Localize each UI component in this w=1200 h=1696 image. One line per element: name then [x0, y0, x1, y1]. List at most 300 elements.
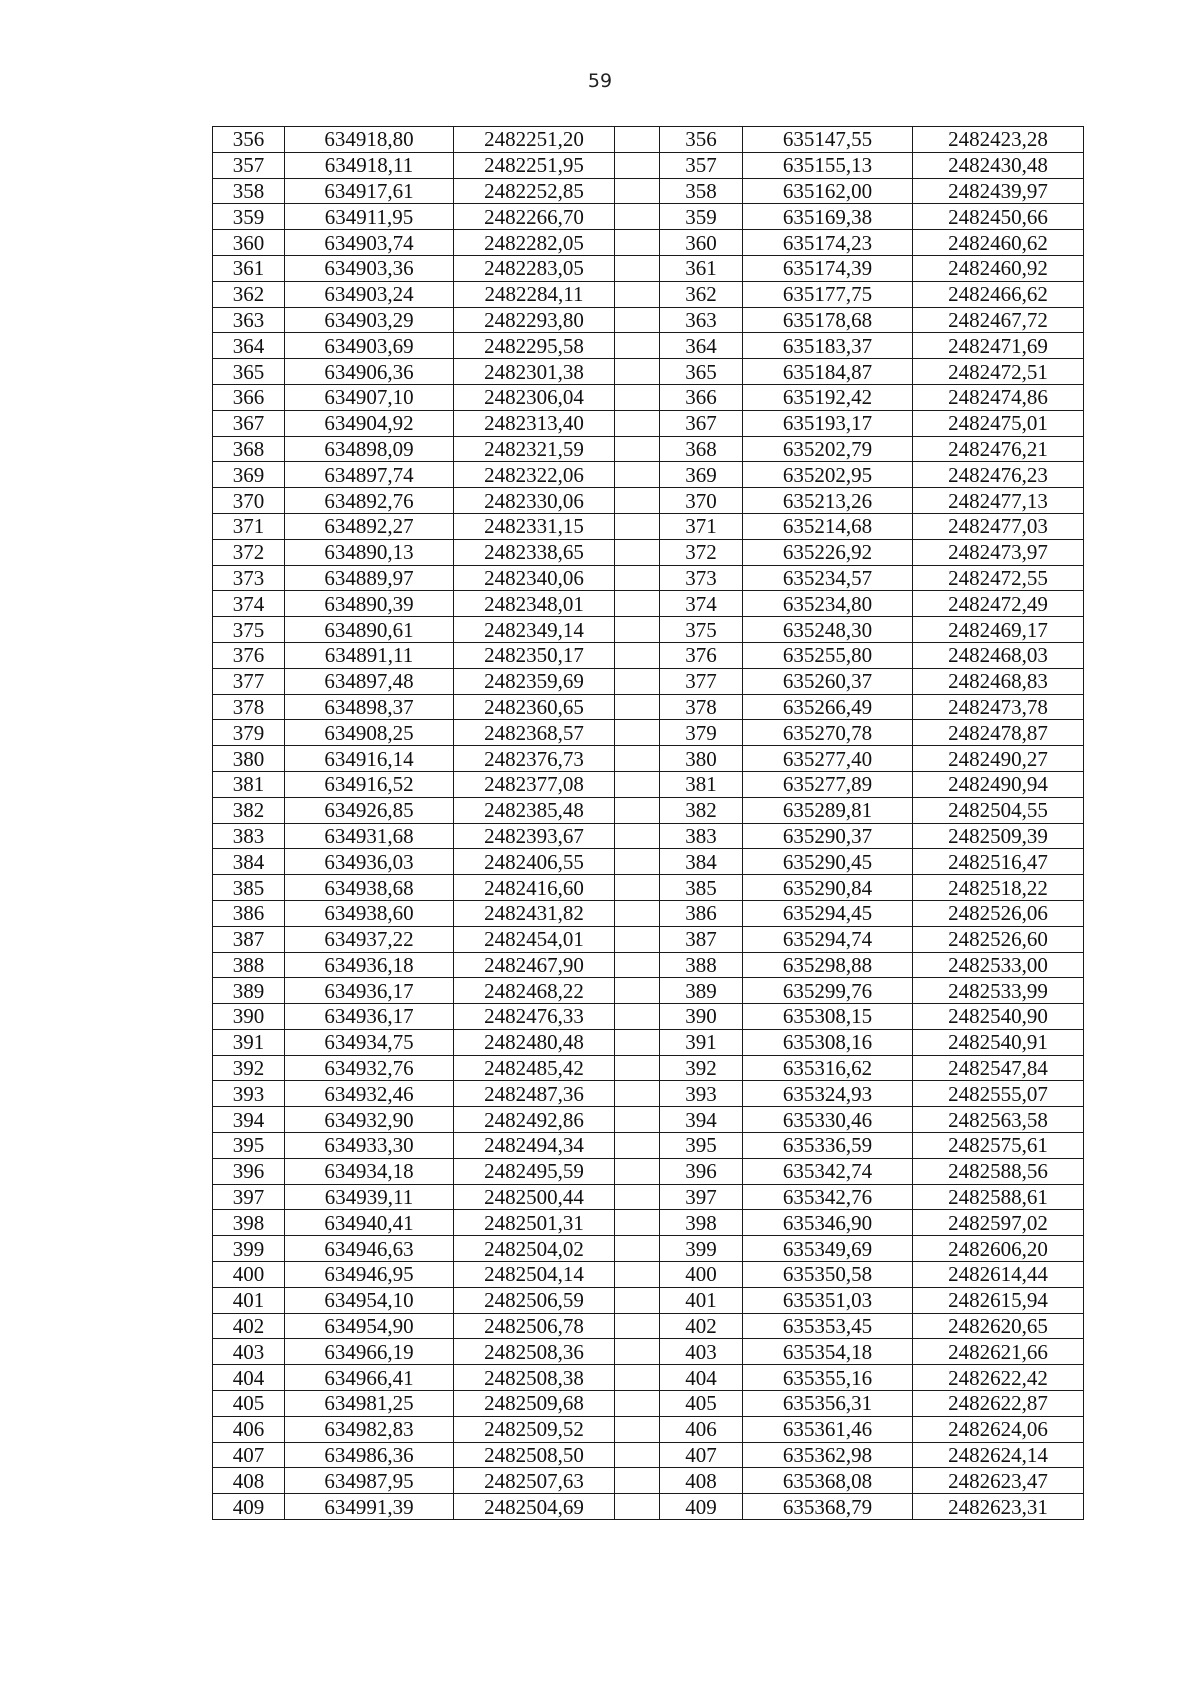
y-coordinate-cell: 2482563,58 — [913, 1107, 1084, 1133]
x-coordinate-cell: 634936,18 — [285, 952, 454, 978]
y-coordinate-cell: 2482623,47 — [913, 1468, 1084, 1494]
spacer-cell — [615, 230, 660, 256]
x-coordinate-cell: 634897,74 — [285, 462, 454, 488]
y-coordinate-cell: 2482321,59 — [454, 436, 615, 462]
point-number-cell: 406 — [213, 1416, 285, 1442]
spacer-cell — [615, 823, 660, 849]
table-row — [213, 952, 1084, 978]
table-row — [213, 1158, 1084, 1184]
x-coordinate-cell: 634907,10 — [285, 384, 454, 410]
y-coordinate-cell: 2482478,87 — [913, 720, 1084, 746]
x-coordinate-cell: 635184,87 — [743, 359, 913, 385]
y-coordinate-cell: 2482495,59 — [454, 1158, 615, 1184]
y-coordinate-cell: 2482540,91 — [913, 1029, 1084, 1055]
point-number-cell: 408 — [660, 1468, 743, 1494]
x-coordinate-cell: 635324,93 — [743, 1081, 913, 1107]
table-row — [213, 694, 1084, 720]
point-number-cell: 398 — [660, 1210, 743, 1236]
point-number-cell: 379 — [213, 720, 285, 746]
table-row — [213, 1313, 1084, 1339]
table-row — [213, 1339, 1084, 1365]
point-number-cell: 366 — [213, 384, 285, 410]
x-coordinate-cell: 635177,75 — [743, 281, 913, 307]
point-number-cell: 404 — [213, 1365, 285, 1391]
x-coordinate-cell: 634946,95 — [285, 1262, 454, 1288]
spacer-cell — [615, 1184, 660, 1210]
y-coordinate-cell: 2482467,72 — [913, 307, 1084, 333]
x-coordinate-cell: 634903,36 — [285, 255, 454, 281]
spacer-cell — [615, 359, 660, 385]
x-coordinate-cell: 634932,76 — [285, 1055, 454, 1081]
y-coordinate-cell: 2482575,61 — [913, 1133, 1084, 1159]
y-coordinate-cell: 2482620,65 — [913, 1313, 1084, 1339]
y-coordinate-cell: 2482282,05 — [454, 230, 615, 256]
y-coordinate-cell: 2482460,62 — [913, 230, 1084, 256]
x-coordinate-cell: 634890,39 — [285, 591, 454, 617]
point-number-cell: 374 — [660, 591, 743, 617]
x-coordinate-cell: 634946,63 — [285, 1236, 454, 1262]
x-coordinate-cell: 634938,68 — [285, 875, 454, 901]
point-number-cell: 358 — [660, 178, 743, 204]
point-number-cell: 359 — [660, 204, 743, 230]
y-coordinate-cell: 2482492,86 — [454, 1107, 615, 1133]
x-coordinate-cell: 635298,88 — [743, 952, 913, 978]
x-coordinate-cell: 634903,74 — [285, 230, 454, 256]
x-coordinate-cell: 634898,09 — [285, 436, 454, 462]
table-row — [213, 230, 1084, 256]
point-number-cell: 377 — [660, 668, 743, 694]
point-number-cell: 379 — [660, 720, 743, 746]
y-coordinate-cell: 2482615,94 — [913, 1287, 1084, 1313]
x-coordinate-cell: 635342,76 — [743, 1184, 913, 1210]
spacer-cell — [615, 204, 660, 230]
x-coordinate-cell: 634892,27 — [285, 513, 454, 539]
point-number-cell: 373 — [213, 565, 285, 591]
point-number-cell: 376 — [660, 642, 743, 668]
point-number-cell: 381 — [660, 771, 743, 797]
y-coordinate-cell: 2482533,00 — [913, 952, 1084, 978]
table-row — [213, 1262, 1084, 1288]
spacer-cell — [615, 617, 660, 643]
table-row — [213, 823, 1084, 849]
y-coordinate-cell: 2482509,68 — [454, 1391, 615, 1417]
point-number-cell: 385 — [213, 875, 285, 901]
y-coordinate-cell: 2482283,05 — [454, 255, 615, 281]
x-coordinate-cell: 634911,95 — [285, 204, 454, 230]
y-coordinate-cell: 2482252,85 — [454, 178, 615, 204]
y-coordinate-cell: 2482406,55 — [454, 849, 615, 875]
x-coordinate-cell: 635308,15 — [743, 1004, 913, 1030]
spacer-cell — [615, 539, 660, 565]
table-row — [213, 307, 1084, 333]
point-number-cell: 356 — [213, 127, 285, 153]
x-coordinate-cell: 634889,97 — [285, 565, 454, 591]
y-coordinate-cell: 2482477,03 — [913, 513, 1084, 539]
point-number-cell: 363 — [213, 307, 285, 333]
y-coordinate-cell: 2482506,78 — [454, 1313, 615, 1339]
table-row — [213, 591, 1084, 617]
point-number-cell: 392 — [213, 1055, 285, 1081]
y-coordinate-cell: 2482466,62 — [913, 281, 1084, 307]
spacer-cell — [615, 978, 660, 1004]
point-number-cell: 402 — [660, 1313, 743, 1339]
spacer-cell — [615, 307, 660, 333]
coordinates-table-body — [213, 127, 1084, 1520]
y-coordinate-cell: 2482450,66 — [913, 204, 1084, 230]
spacer-cell — [615, 694, 660, 720]
point-number-cell: 365 — [213, 359, 285, 385]
x-coordinate-cell: 634954,10 — [285, 1287, 454, 1313]
y-coordinate-cell: 2482624,06 — [913, 1416, 1084, 1442]
y-coordinate-cell: 2482468,22 — [454, 978, 615, 1004]
x-coordinate-cell: 634933,30 — [285, 1133, 454, 1159]
y-coordinate-cell: 2482533,99 — [913, 978, 1084, 1004]
x-coordinate-cell: 634936,17 — [285, 978, 454, 1004]
point-number-cell: 372 — [213, 539, 285, 565]
y-coordinate-cell: 2482509,52 — [454, 1416, 615, 1442]
x-coordinate-cell: 635193,17 — [743, 410, 913, 436]
table-row — [213, 410, 1084, 436]
y-coordinate-cell: 2482360,65 — [454, 694, 615, 720]
y-coordinate-cell: 2482385,48 — [454, 797, 615, 823]
x-coordinate-cell: 634987,95 — [285, 1468, 454, 1494]
page-number: 59 — [587, 70, 613, 92]
x-coordinate-cell: 635361,46 — [743, 1416, 913, 1442]
y-coordinate-cell: 2482504,69 — [454, 1494, 615, 1520]
x-coordinate-cell: 635202,79 — [743, 436, 913, 462]
point-number-cell: 367 — [660, 410, 743, 436]
spacer-cell — [615, 1287, 660, 1313]
point-number-cell: 359 — [213, 204, 285, 230]
spacer-cell — [615, 1133, 660, 1159]
x-coordinate-cell: 635183,37 — [743, 333, 913, 359]
point-number-cell: 368 — [213, 436, 285, 462]
x-coordinate-cell: 635350,58 — [743, 1262, 913, 1288]
table-row — [213, 1494, 1084, 1520]
x-coordinate-cell: 635248,30 — [743, 617, 913, 643]
spacer-cell — [615, 746, 660, 772]
point-number-cell: 390 — [660, 1004, 743, 1030]
x-coordinate-cell: 634937,22 — [285, 926, 454, 952]
point-number-cell: 374 — [213, 591, 285, 617]
point-number-cell: 406 — [660, 1416, 743, 1442]
point-number-cell: 360 — [660, 230, 743, 256]
point-number-cell: 383 — [213, 823, 285, 849]
y-coordinate-cell: 2482501,31 — [454, 1210, 615, 1236]
x-coordinate-cell: 635226,92 — [743, 539, 913, 565]
x-coordinate-cell: 634939,11 — [285, 1184, 454, 1210]
y-coordinate-cell: 2482322,06 — [454, 462, 615, 488]
spacer-cell — [615, 152, 660, 178]
table-row — [213, 1107, 1084, 1133]
table-row — [213, 1236, 1084, 1262]
x-coordinate-cell: 635362,98 — [743, 1442, 913, 1468]
spacer-cell — [615, 127, 660, 153]
x-coordinate-cell: 634936,17 — [285, 1004, 454, 1030]
table-row — [213, 926, 1084, 952]
x-coordinate-cell: 635336,59 — [743, 1133, 913, 1159]
x-coordinate-cell: 635368,08 — [743, 1468, 913, 1494]
point-number-cell: 397 — [213, 1184, 285, 1210]
y-coordinate-cell: 2482460,92 — [913, 255, 1084, 281]
x-coordinate-cell: 634918,80 — [285, 127, 454, 153]
point-number-cell: 383 — [660, 823, 743, 849]
spacer-cell — [615, 1442, 660, 1468]
y-coordinate-cell: 2482518,22 — [913, 875, 1084, 901]
point-number-cell: 370 — [213, 488, 285, 514]
point-number-cell: 396 — [213, 1158, 285, 1184]
point-number-cell: 385 — [660, 875, 743, 901]
x-coordinate-cell: 635202,95 — [743, 462, 913, 488]
y-coordinate-cell: 2482504,02 — [454, 1236, 615, 1262]
x-coordinate-cell: 635346,90 — [743, 1210, 913, 1236]
x-coordinate-cell: 634932,46 — [285, 1081, 454, 1107]
x-coordinate-cell: 634916,14 — [285, 746, 454, 772]
point-number-cell: 396 — [660, 1158, 743, 1184]
x-coordinate-cell: 634904,92 — [285, 410, 454, 436]
point-number-cell: 371 — [660, 513, 743, 539]
point-number-cell: 361 — [660, 255, 743, 281]
spacer-cell — [615, 565, 660, 591]
y-coordinate-cell: 2482251,95 — [454, 152, 615, 178]
point-number-cell: 397 — [660, 1184, 743, 1210]
point-number-cell: 388 — [660, 952, 743, 978]
table-row — [213, 1081, 1084, 1107]
spacer-cell — [615, 1262, 660, 1288]
y-coordinate-cell: 2482423,28 — [913, 127, 1084, 153]
spacer-cell — [615, 178, 660, 204]
y-coordinate-cell: 2482284,11 — [454, 281, 615, 307]
y-coordinate-cell: 2482476,33 — [454, 1004, 615, 1030]
y-coordinate-cell: 2482597,02 — [913, 1210, 1084, 1236]
table-row — [213, 1391, 1084, 1417]
y-coordinate-cell: 2482313,40 — [454, 410, 615, 436]
x-coordinate-cell: 634916,52 — [285, 771, 454, 797]
table-row — [213, 255, 1084, 281]
x-coordinate-cell: 635260,37 — [743, 668, 913, 694]
x-coordinate-cell: 635234,80 — [743, 591, 913, 617]
point-number-cell: 400 — [660, 1262, 743, 1288]
x-coordinate-cell: 634903,69 — [285, 333, 454, 359]
point-number-cell: 384 — [213, 849, 285, 875]
y-coordinate-cell: 2482508,50 — [454, 1442, 615, 1468]
y-coordinate-cell: 2482623,31 — [913, 1494, 1084, 1520]
table-row — [213, 488, 1084, 514]
table-row — [213, 1055, 1084, 1081]
y-coordinate-cell: 2482473,78 — [913, 694, 1084, 720]
point-number-cell: 364 — [213, 333, 285, 359]
spacer-cell — [615, 1391, 660, 1417]
table-row — [213, 1365, 1084, 1391]
y-coordinate-cell: 2482622,87 — [913, 1391, 1084, 1417]
x-coordinate-cell: 634917,61 — [285, 178, 454, 204]
table-row — [213, 1442, 1084, 1468]
x-coordinate-cell: 635299,76 — [743, 978, 913, 1004]
table-row — [213, 1210, 1084, 1236]
y-coordinate-cell: 2482490,94 — [913, 771, 1084, 797]
point-number-cell: 392 — [660, 1055, 743, 1081]
x-coordinate-cell: 634982,83 — [285, 1416, 454, 1442]
point-number-cell: 362 — [213, 281, 285, 307]
point-number-cell: 403 — [660, 1339, 743, 1365]
x-coordinate-cell: 635147,55 — [743, 127, 913, 153]
y-coordinate-cell: 2482606,20 — [913, 1236, 1084, 1262]
x-coordinate-cell: 635213,26 — [743, 488, 913, 514]
spacer-cell — [615, 1210, 660, 1236]
point-number-cell: 393 — [213, 1081, 285, 1107]
y-coordinate-cell: 2482508,38 — [454, 1365, 615, 1391]
y-coordinate-cell: 2482614,44 — [913, 1262, 1084, 1288]
table-row — [213, 333, 1084, 359]
table-row — [213, 436, 1084, 462]
point-number-cell: 405 — [660, 1391, 743, 1417]
y-coordinate-cell: 2482472,55 — [913, 565, 1084, 591]
table-row — [213, 384, 1084, 410]
x-coordinate-cell: 635294,45 — [743, 900, 913, 926]
y-coordinate-cell: 2482348,01 — [454, 591, 615, 617]
y-coordinate-cell: 2482472,49 — [913, 591, 1084, 617]
x-coordinate-cell: 635289,81 — [743, 797, 913, 823]
y-coordinate-cell: 2482509,39 — [913, 823, 1084, 849]
x-coordinate-cell: 634906,36 — [285, 359, 454, 385]
spacer-cell — [615, 849, 660, 875]
spacer-cell — [615, 436, 660, 462]
y-coordinate-cell: 2482468,83 — [913, 668, 1084, 694]
y-coordinate-cell: 2482504,14 — [454, 1262, 615, 1288]
spacer-cell — [615, 1365, 660, 1391]
spacer-cell — [615, 1494, 660, 1520]
y-coordinate-cell: 2482468,03 — [913, 642, 1084, 668]
y-coordinate-cell: 2482439,97 — [913, 178, 1084, 204]
x-coordinate-cell: 634936,03 — [285, 849, 454, 875]
y-coordinate-cell: 2482621,66 — [913, 1339, 1084, 1365]
point-number-cell: 375 — [213, 617, 285, 643]
point-number-cell: 403 — [213, 1339, 285, 1365]
y-coordinate-cell: 2482475,01 — [913, 410, 1084, 436]
point-number-cell: 393 — [660, 1081, 743, 1107]
point-number-cell: 400 — [213, 1262, 285, 1288]
x-coordinate-cell: 635294,74 — [743, 926, 913, 952]
point-number-cell: 387 — [213, 926, 285, 952]
y-coordinate-cell: 2482331,15 — [454, 513, 615, 539]
point-number-cell: 381 — [213, 771, 285, 797]
y-coordinate-cell: 2482516,47 — [913, 849, 1084, 875]
point-number-cell: 380 — [213, 746, 285, 772]
x-coordinate-cell: 634903,24 — [285, 281, 454, 307]
y-coordinate-cell: 2482477,13 — [913, 488, 1084, 514]
y-coordinate-cell: 2482377,08 — [454, 771, 615, 797]
table-row — [213, 565, 1084, 591]
spacer-cell — [615, 591, 660, 617]
point-number-cell: 401 — [213, 1287, 285, 1313]
table-row — [213, 359, 1084, 385]
x-coordinate-cell: 635349,69 — [743, 1236, 913, 1262]
point-number-cell: 391 — [213, 1029, 285, 1055]
spacer-cell — [615, 1029, 660, 1055]
point-number-cell: 407 — [660, 1442, 743, 1468]
table-row — [213, 720, 1084, 746]
x-coordinate-cell: 635162,00 — [743, 178, 913, 204]
spacer-cell — [615, 1107, 660, 1133]
y-coordinate-cell: 2482526,60 — [913, 926, 1084, 952]
x-coordinate-cell: 635351,03 — [743, 1287, 913, 1313]
x-coordinate-cell: 634890,13 — [285, 539, 454, 565]
spacer-cell — [615, 255, 660, 281]
point-number-cell: 371 — [213, 513, 285, 539]
y-coordinate-cell: 2482490,27 — [913, 746, 1084, 772]
y-coordinate-cell: 2482504,55 — [913, 797, 1084, 823]
spacer-cell — [615, 1055, 660, 1081]
y-coordinate-cell: 2482526,06 — [913, 900, 1084, 926]
point-number-cell: 380 — [660, 746, 743, 772]
point-number-cell: 373 — [660, 565, 743, 591]
point-number-cell: 395 — [660, 1133, 743, 1159]
point-number-cell: 372 — [660, 539, 743, 565]
x-coordinate-cell: 634926,85 — [285, 797, 454, 823]
y-coordinate-cell: 2482547,84 — [913, 1055, 1084, 1081]
point-number-cell: 394 — [213, 1107, 285, 1133]
x-coordinate-cell: 635330,46 — [743, 1107, 913, 1133]
x-coordinate-cell: 635290,84 — [743, 875, 913, 901]
y-coordinate-cell: 2482359,69 — [454, 668, 615, 694]
y-coordinate-cell: 2482431,82 — [454, 900, 615, 926]
x-coordinate-cell: 635354,18 — [743, 1339, 913, 1365]
y-coordinate-cell: 2482500,44 — [454, 1184, 615, 1210]
point-number-cell: 365 — [660, 359, 743, 385]
x-coordinate-cell: 635356,31 — [743, 1391, 913, 1417]
y-coordinate-cell: 2482588,56 — [913, 1158, 1084, 1184]
y-coordinate-cell: 2482467,90 — [454, 952, 615, 978]
point-number-cell: 401 — [660, 1287, 743, 1313]
x-coordinate-cell: 634966,41 — [285, 1365, 454, 1391]
point-number-cell: 368 — [660, 436, 743, 462]
table-row — [213, 797, 1084, 823]
spacer-cell — [615, 1416, 660, 1442]
spacer-cell — [615, 875, 660, 901]
table-row — [213, 668, 1084, 694]
spacer-cell — [615, 1236, 660, 1262]
point-number-cell: 361 — [213, 255, 285, 281]
point-number-cell: 363 — [660, 307, 743, 333]
y-coordinate-cell: 2482472,51 — [913, 359, 1084, 385]
point-number-cell: 376 — [213, 642, 285, 668]
table-row — [213, 849, 1084, 875]
y-coordinate-cell: 2482349,14 — [454, 617, 615, 643]
x-coordinate-cell: 635174,39 — [743, 255, 913, 281]
y-coordinate-cell: 2482469,17 — [913, 617, 1084, 643]
x-coordinate-cell: 634903,29 — [285, 307, 454, 333]
point-number-cell: 356 — [660, 127, 743, 153]
table-row — [213, 462, 1084, 488]
spacer-cell — [615, 952, 660, 978]
point-number-cell: 384 — [660, 849, 743, 875]
point-number-cell: 395 — [213, 1133, 285, 1159]
point-number-cell: 409 — [213, 1494, 285, 1520]
x-coordinate-cell: 635355,16 — [743, 1365, 913, 1391]
y-coordinate-cell: 2482430,48 — [913, 152, 1084, 178]
y-coordinate-cell: 2482476,21 — [913, 436, 1084, 462]
table-row — [213, 771, 1084, 797]
y-coordinate-cell: 2482622,42 — [913, 1365, 1084, 1391]
point-number-cell: 382 — [213, 797, 285, 823]
point-number-cell: 409 — [660, 1494, 743, 1520]
point-number-cell: 358 — [213, 178, 285, 204]
point-number-cell: 391 — [660, 1029, 743, 1055]
y-coordinate-cell: 2482340,06 — [454, 565, 615, 591]
x-coordinate-cell: 635353,45 — [743, 1313, 913, 1339]
table-row — [213, 746, 1084, 772]
point-number-cell: 362 — [660, 281, 743, 307]
